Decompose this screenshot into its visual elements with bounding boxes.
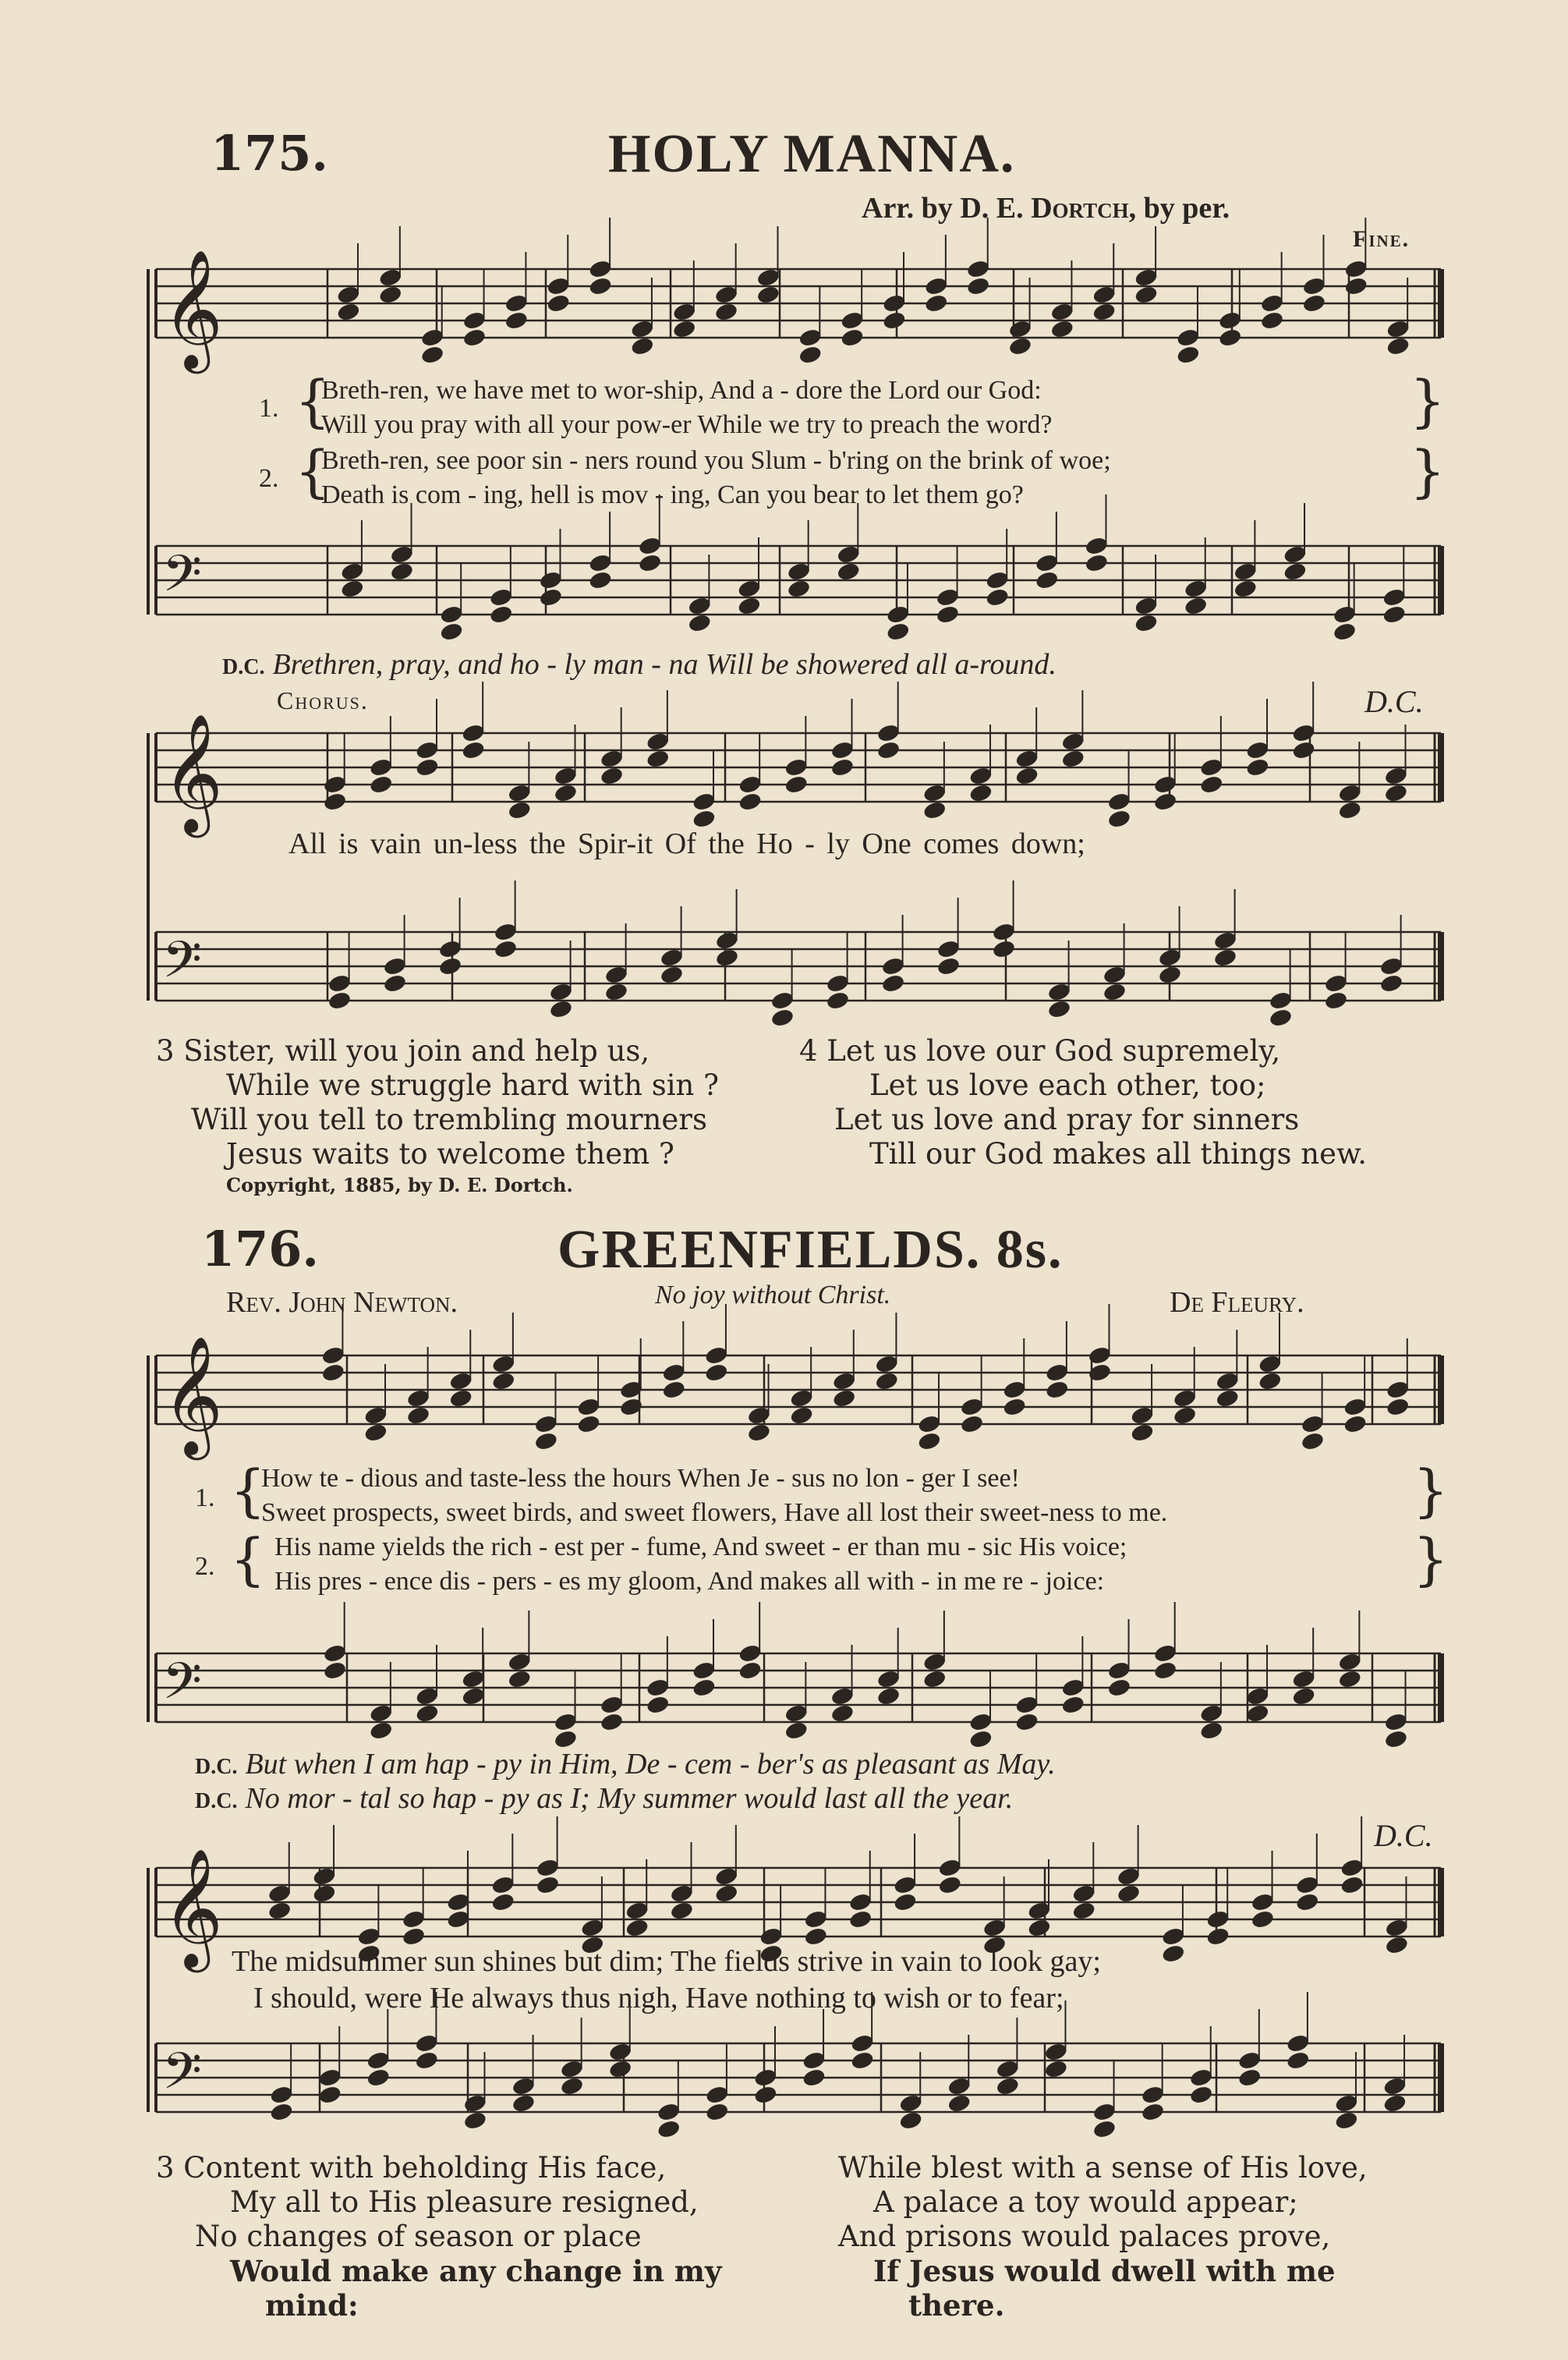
note-head [1014,766,1039,787]
note-head [715,948,740,969]
note-head [714,1883,739,1905]
note-head [625,1918,649,1939]
dc-prefix: D.C. [195,1755,238,1779]
brace-icon: } [1410,368,1446,434]
note-head [604,982,629,1003]
note-head [462,2110,487,2131]
composer-name: De Fleury. [1170,1286,1304,1319]
note-head [490,1892,515,1913]
bass-clef-icon: 𝄢 [162,2040,202,2114]
stanza-line: Let us love each other, too; [869,1068,1266,1102]
note-head [1043,2059,1068,2080]
note-head [1106,809,1131,830]
note-head [1134,285,1159,306]
note-head [1269,1008,1294,1029]
treble-clef-icon: 𝄞 [162,249,224,369]
note-head [886,622,911,643]
note-head [1291,740,1316,761]
note-head [756,285,780,306]
stanza-line: No changes of season or place [195,2220,642,2253]
note-head [600,1712,625,1733]
stanza-line: Will you tell to trembling mourners [191,1103,707,1136]
note-head [366,2068,391,2089]
note-head [588,570,613,591]
verse-line: Death is com - ing, hell is mov - ing, Can you bear to let them go? [321,480,1024,509]
note-head [336,302,361,323]
verse-line: His pres - ence dis - pers - es my gloom, And makes all with - in me re - joice: [274,1567,1105,1596]
note-head [415,757,440,778]
note-head [1340,1875,1364,1896]
note-head [882,310,907,331]
stanza-line: 3 Sister, will you join and help us, [156,1034,650,1068]
note-head [1233,579,1258,600]
credit-name: D. E. Dortch [960,192,1129,225]
note-head [1106,1678,1131,1699]
note-head [560,2076,585,2097]
dc-text: Brethren, pray, and ho - ly man - na Will be showered all a-round. [272,648,1057,681]
note-head [1047,999,1072,1020]
note-head [1384,1935,1409,1956]
note-head [553,783,578,804]
note-head [327,990,352,1012]
note-head [826,990,851,1012]
note-head [1343,276,1368,297]
note-head [1045,1380,1070,1401]
brace-icon: { [230,1526,266,1592]
note-head [1060,1695,1085,1716]
note-head [1002,1397,1027,1418]
hymn-title: HOLY MANNA. [608,124,1016,184]
note-head [576,1414,601,1435]
verse-line: His name yields the rich - est per - fume, And sweet - er than mu - sic His voice; [274,1533,1127,1561]
note-head [1158,965,1183,986]
note-head [439,622,464,643]
note-head [491,1371,516,1392]
verse-number: 2. [259,464,279,493]
treble-clef-icon: 𝄞 [162,1848,224,1968]
note-head [802,2068,826,2089]
note-head [1092,2119,1117,2140]
note-head [917,1431,942,1452]
stanza-line: Jesus waits to welcome them ? [226,1137,674,1171]
note-head [830,1703,855,1724]
note-head [1199,1720,1224,1742]
credit-prefix: Arr. by [862,192,953,225]
note-head [746,1423,771,1444]
note-head [630,336,655,357]
note-head [1213,948,1238,969]
verse-line: How te - dious and taste-less the hours When Je - sus no lon - ger I see! [261,1464,1020,1493]
stanza-line: 4 Let us love our God supremely, [799,1034,1281,1068]
note-head [1134,613,1159,634]
note-head [1324,990,1349,1012]
note-head [968,783,993,804]
verse-line: Breth-ren, we have met to wor-ship, And a - dore the Lord our God: [321,376,1042,405]
note-head [937,1875,962,1896]
note-head [672,319,697,340]
note-head [269,2102,294,2123]
note-head [536,1875,561,1896]
verse-number: 1. [195,1483,215,1512]
hymn-title: GREENFIELDS. 8s. [557,1220,1064,1280]
note-head [646,1695,671,1716]
brace-icon: { [230,1458,266,1523]
stanza-line: A palace a toy would appear; [873,2185,1298,2219]
note-head [1141,2102,1166,2123]
note-head [1383,1729,1408,1750]
stanza-line: And prisons would palaces prove, [838,2220,1331,2253]
note-head [1049,319,1074,340]
bass-clef-icon: 𝄢 [162,543,202,616]
note-head [1291,1686,1316,1707]
note-head [893,1892,918,1913]
dc-prefix: D.C. [195,1789,238,1813]
second-lyric: I should, were He always thus nigh, Have nothing to wish or to fear; [253,1982,1064,2015]
hymn-author [226,1285,458,1320]
stanza-4 [799,1034,1367,1171]
copyright: Copyright, 1885, by D. E. Dortch. [226,1174,573,1196]
dc-prefix: D.C. [222,655,265,679]
note-head [947,2093,972,2114]
author-name: Rev. John Newton. [226,1286,458,1319]
note-head [312,1883,337,1905]
note-head [922,1669,947,1690]
note-head [1071,1901,1096,1922]
note-head [966,276,991,297]
note-head [876,740,901,761]
note-head [1337,800,1362,821]
note-head [1153,792,1178,813]
note-head [267,1901,292,1922]
note-head [687,613,712,634]
note-head [924,293,949,314]
note-head [600,766,625,787]
note-head [1383,783,1408,804]
note-head [922,800,947,821]
note-head [369,774,394,796]
note-head [608,2059,633,2080]
brace-icon: } [1413,1526,1449,1592]
note-head [1060,749,1085,770]
note-head [985,587,1010,608]
note-head [438,956,463,977]
note-head [383,973,408,994]
note-head [1007,336,1032,357]
note-head [320,1362,345,1384]
note-head [363,1423,388,1444]
fine-marker: Fine. [1353,226,1410,252]
note-head [1092,302,1117,323]
bass-clef-icon: 𝄢 [162,929,202,1002]
note-head [876,1686,901,1707]
note-head [588,276,613,297]
note-head [489,604,514,625]
dc-marker: D.C. [1374,1818,1433,1853]
note-head [1382,604,1407,625]
note-head [546,293,571,314]
note-head [1382,2093,1407,2114]
stanza-line: Would make any change in my [230,2254,722,2288]
note-head [461,740,486,761]
brace-icon: } [1413,1458,1449,1523]
note-head [1379,973,1404,994]
note-head [1153,1660,1178,1681]
note-head [323,1660,348,1681]
note-head [1300,1431,1325,1452]
note-head [1245,1703,1270,1724]
note-head [936,956,961,977]
stanza-3 [156,1034,719,1171]
note-head [881,973,906,994]
note-head [784,774,809,796]
note-head [1130,1423,1155,1444]
verse-line: Sweet prospects, sweet birds, and sweet flowers, Have all lost their sweet-ness to me. [261,1498,1168,1527]
note-head [753,2085,778,2106]
note-head [1027,1918,1052,1939]
note-head [406,1405,431,1426]
note-head [646,749,671,770]
note-head [1334,2110,1359,2131]
treble-clef-icon: 𝄞 [162,1335,224,1455]
note-head [533,1431,558,1452]
brace-icon: } [1410,438,1446,504]
brace-icon: { [295,438,331,504]
note-head [538,587,563,608]
second-lyric: The midsummer sun shines but dim; The fields strive in vain to look gay; [232,1945,1101,1978]
note-head [369,1720,394,1742]
note-head [1386,336,1410,357]
note-head [960,1414,985,1435]
note-head [1176,345,1201,366]
verse-number: 1. [259,394,279,423]
note-head [1260,310,1285,331]
hymn-number: 175. [211,125,329,182]
note-head [874,1371,899,1392]
note-head [798,345,823,366]
note-head [1258,1371,1283,1392]
note-head [420,345,445,366]
note-head [1014,1712,1039,1733]
note-head [1337,1669,1362,1690]
stanza-line: My all to His pleasure resigned, [230,2185,699,2219]
note-head [1173,1405,1198,1426]
brace-icon: { [295,368,331,434]
note-head [995,2076,1020,2097]
note-head [448,1388,473,1409]
note-head [1283,562,1308,583]
dc-text: But when I am hap - py in Him, De - cem - ber's as pleasant as May. [245,1748,1056,1781]
note-head [1343,1414,1368,1435]
note-head [661,1380,686,1401]
stanza-line: Let us love and pray for sinners [834,1103,1300,1136]
hymn-subtitle: No joy without Christ. [655,1281,891,1309]
note-head [840,328,865,349]
stanza-line: there. [908,2288,1005,2323]
note-head [704,1362,729,1384]
stanza-line: mind: [265,2288,359,2323]
note-head [836,562,861,583]
bass-clef-icon: 𝄢 [162,1650,202,1724]
stanza-line: While we struggle hard with sin ? [226,1068,719,1102]
note-head [507,1669,532,1690]
note-head [738,1660,763,1681]
note-head [692,1678,717,1699]
note-head [504,310,529,331]
note-head [1205,1926,1230,1947]
note-head [317,2085,342,2106]
note-head [660,965,685,986]
note-head [340,579,365,600]
note-head [1184,596,1209,617]
note-head [1189,2085,1214,2106]
note-head [1295,1892,1320,1913]
note-head [1215,1388,1240,1409]
note-head [1286,2050,1311,2071]
hymn-composer [1170,1285,1304,1320]
note-head [1218,328,1243,349]
note-head [1245,757,1270,778]
treble-clef-icon: 𝄞 [162,713,224,833]
note-head [507,800,532,821]
note-head [1199,774,1224,796]
note-head [461,1686,486,1707]
note-head [1301,293,1326,314]
note-head [1084,553,1109,574]
note-head [1237,2068,1262,2089]
stanza-3 [156,2151,721,2323]
note-head [1333,622,1357,643]
note-head [378,285,403,306]
note-head [323,792,348,813]
chorus-lyric: All is vain un-less the Spir-it Of the Ho - ly One comes down; [288,827,1085,860]
note-head [1250,1909,1275,1930]
hymn-arranger [862,191,1230,225]
note-head [898,2110,923,2131]
note-head [511,2093,536,2114]
note-head [935,604,960,625]
note-head [737,596,762,617]
credit-suffix: , by per. [1128,192,1230,225]
verse-line: Will you pray with all your pow-er While we try to preach the word? [321,410,1053,439]
note-head [1386,1397,1410,1418]
note-head [832,1388,857,1409]
stanza-b [838,2151,1368,2323]
note-head [848,1909,873,1930]
stanza-line: 3 Content with beholding His face, [156,2151,667,2185]
note-head [638,553,663,574]
note-head [787,579,812,600]
note-head [389,562,414,583]
note-head [992,939,1017,960]
note-head [494,939,519,960]
note-head [705,2102,730,2123]
note-head [1161,1944,1186,1965]
note-head [738,792,763,813]
note-head [850,2050,875,2071]
stanza-line: If Jesus would dwell with me [873,2254,1336,2288]
note-head [830,757,855,778]
note-head [657,2119,681,2140]
note-head [415,1703,440,1724]
stanza-line: While blest with a sense of His love, [838,2151,1368,2185]
note-head [549,999,574,1020]
note-head [770,1008,795,1029]
hymn-number: 176. [201,1221,320,1277]
verse-line: Breth-ren, see poor sin - ners round you Slum - b'ring on the brink of woe; [321,446,1111,475]
note-head [1117,1883,1141,1905]
stanza-line: Till our God makes all things new. [869,1137,1368,1171]
note-head [462,328,487,349]
dc-line [195,1747,1056,1781]
note-head [669,1901,694,1922]
dc-marker: D.C. [1364,684,1424,719]
verse-number: 2. [195,1552,215,1581]
note-head [784,1720,809,1742]
dc-line [222,647,1057,682]
note-head [714,302,739,323]
note-head [789,1405,814,1426]
note-head [414,2050,439,2071]
note-head [1035,570,1060,591]
dc-text: No mor - tal so hap - py as I; My summer would last all the year. [245,1782,1014,1815]
chorus-label: Chorus. [277,686,369,714]
note-head [1103,982,1127,1003]
dc-line [195,1781,1013,1816]
